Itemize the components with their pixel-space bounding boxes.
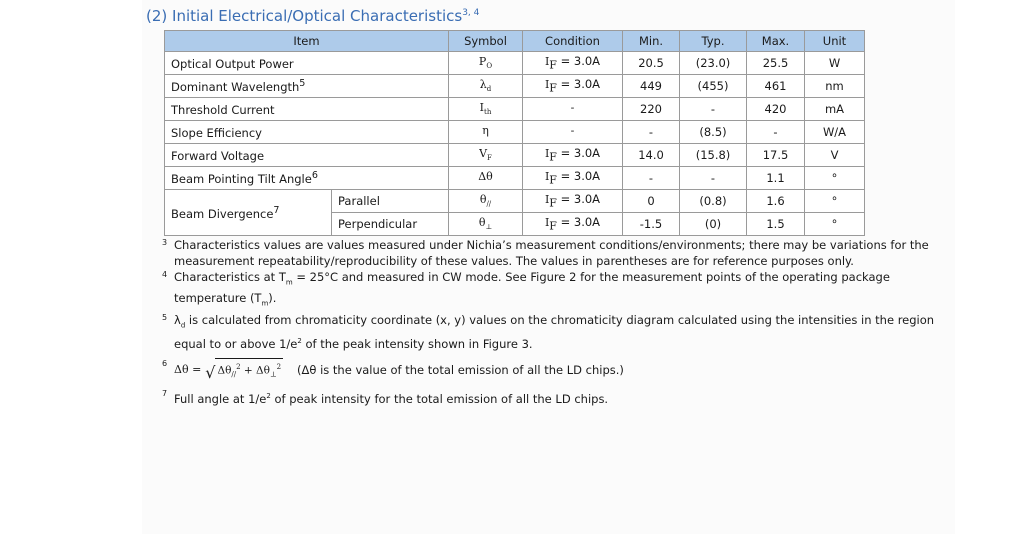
max-cell: -: [747, 121, 805, 144]
symbol-cell: $\theta_\perp$: [449, 213, 523, 236]
table-row: [165, 190, 865, 213]
min-cell: -: [623, 121, 680, 144]
header-typ: Typ.: [680, 31, 747, 52]
item-cell: Beam Pointing Tilt Angle$^6$: [165, 167, 449, 190]
typ-cell: -: [680, 98, 747, 121]
item-cell: Slope Efficiency: [165, 121, 449, 144]
item-cell: Threshold Current: [165, 98, 449, 121]
table-row: [165, 121, 865, 144]
unit-cell: W: [805, 52, 865, 75]
unit-cell: °: [805, 190, 865, 213]
symbol-cell: η: [449, 121, 523, 144]
footnote-mark: 3: [162, 238, 168, 247]
header-condition: Condition: [523, 31, 623, 52]
footnote-4: 4 Characteristics at $T_m = 25^\circ C$ and measured in CW mode. See Figure 2 for the measurement points of the operating package temperature $(T_m)$.: [162, 269, 962, 312]
symbol-cell: Δθ: [449, 167, 523, 190]
max-cell: 25.5: [747, 52, 805, 75]
symbol-cell: $\theta_{//}$: [449, 190, 523, 213]
condition-cell: $I_F = 3.0A$: [523, 144, 623, 167]
table-row: [165, 167, 865, 190]
footnotes: [162, 237, 962, 407]
condition-cell: $I_F = 3.0A$: [523, 190, 623, 213]
min-cell: 14.0: [623, 144, 680, 167]
symbol-cell: $V_F$: [449, 144, 523, 167]
symbol-cell: $\lambda_d$: [449, 75, 523, 98]
table-row: [165, 52, 865, 75]
footnote-5: 5 $\lambda_d$ is calculated from chromaticity coordinate (x, y) values on the chromaticity diagram calculated using the intensities in the region equal to or above $1/e^2$ of the peak intensity shown in Figure 3.: [162, 312, 962, 352]
typ-cell: (23.0): [680, 52, 747, 75]
max-cell: 17.5: [747, 144, 805, 167]
min-cell: -: [623, 167, 680, 190]
symbol-cell: $I_{th}$: [449, 98, 523, 121]
condition-cell: -: [523, 98, 623, 121]
max-cell: 1.6: [747, 190, 805, 213]
unit-cell: nm: [805, 75, 865, 98]
header-unit: Unit: [805, 31, 865, 52]
table-header-row: [165, 31, 865, 52]
condition-cell: $I_F = 3.0A$: [523, 213, 623, 236]
max-cell: 1.1: [747, 167, 805, 190]
max-cell: 461: [747, 75, 805, 98]
beam-tilt-formula: Δθ = √ $\Delta\theta_{//}^2 + \Delta\theta_\perp^2$: [174, 358, 283, 383]
header-symbol: Symbol: [449, 31, 523, 52]
section-title: (2) Initial Electrical/Optical Characteristics$^{3, 4}$: [146, 7, 480, 25]
typ-cell: (8.5): [680, 121, 747, 144]
min-cell: 0: [623, 190, 680, 213]
typ-cell: (0.8): [680, 190, 747, 213]
max-cell: 420: [747, 98, 805, 121]
table-row: [165, 75, 865, 98]
unit-cell: V: [805, 144, 865, 167]
item-cell-beam-divergence: Beam Divergence$^7$: [165, 190, 332, 236]
footnote-mark: 7: [162, 389, 168, 399]
unit-cell: °: [805, 213, 865, 236]
unit-cell: °: [805, 167, 865, 190]
characteristics-table: [164, 30, 865, 236]
item-cell: Dominant Wavelength$^5$: [165, 75, 449, 98]
header-min: Min.: [623, 31, 680, 52]
unit-cell: mA: [805, 98, 865, 121]
subitem-cell: Perpendicular: [332, 213, 449, 236]
item-cell: Forward Voltage: [165, 144, 449, 167]
min-cell: 220: [623, 98, 680, 121]
unit-cell: W/A: [805, 121, 865, 144]
table-row: [165, 98, 865, 121]
footnote-mark: 6: [162, 358, 168, 368]
condition-cell: $I_F = 3.0A$: [523, 52, 623, 75]
min-cell: -1.5: [623, 213, 680, 236]
footnote-3: 3 Characteristics values are values measured under Nichia’s measurement conditions/environments; there may be variations for the measurement repeatability/reproducibility of these values. The values in parentheses are for reference purposes only.: [162, 237, 962, 269]
footnote-mark: 5: [162, 312, 168, 322]
typ-cell: (455): [680, 75, 747, 98]
title-footnote-refs: 3, 4: [462, 8, 480, 18]
table-row: [165, 144, 865, 167]
symbol-cell: $P_O$: [449, 52, 523, 75]
header-item: Item: [165, 31, 449, 52]
header-max: Max.: [747, 31, 805, 52]
item-cell: Optical Output Power: [165, 52, 449, 75]
footnote-6: 6 Δθ = √ $\Delta\theta_{//}^2 + \Delta\theta_\perp^2$ (Δθ is the value of the total emission of all the LD chips.): [162, 358, 962, 383]
typ-cell: (15.8): [680, 144, 747, 167]
subitem-cell: Parallel: [332, 190, 449, 213]
condition-cell: $I_F = 3.0A$: [523, 75, 623, 98]
typ-cell: -: [680, 167, 747, 190]
max-cell: 1.5: [747, 213, 805, 236]
typ-cell: (0): [680, 213, 747, 236]
min-cell: 449: [623, 75, 680, 98]
footnote-mark: 4: [162, 270, 168, 279]
condition-cell: $I_F = 3.0A$: [523, 167, 623, 190]
min-cell: 20.5: [623, 52, 680, 75]
footnote-7: 7 Full angle at $1/e^2$ of peak intensity for the total emission of all the LD chips.: [162, 388, 962, 407]
condition-cell: -: [523, 121, 623, 144]
